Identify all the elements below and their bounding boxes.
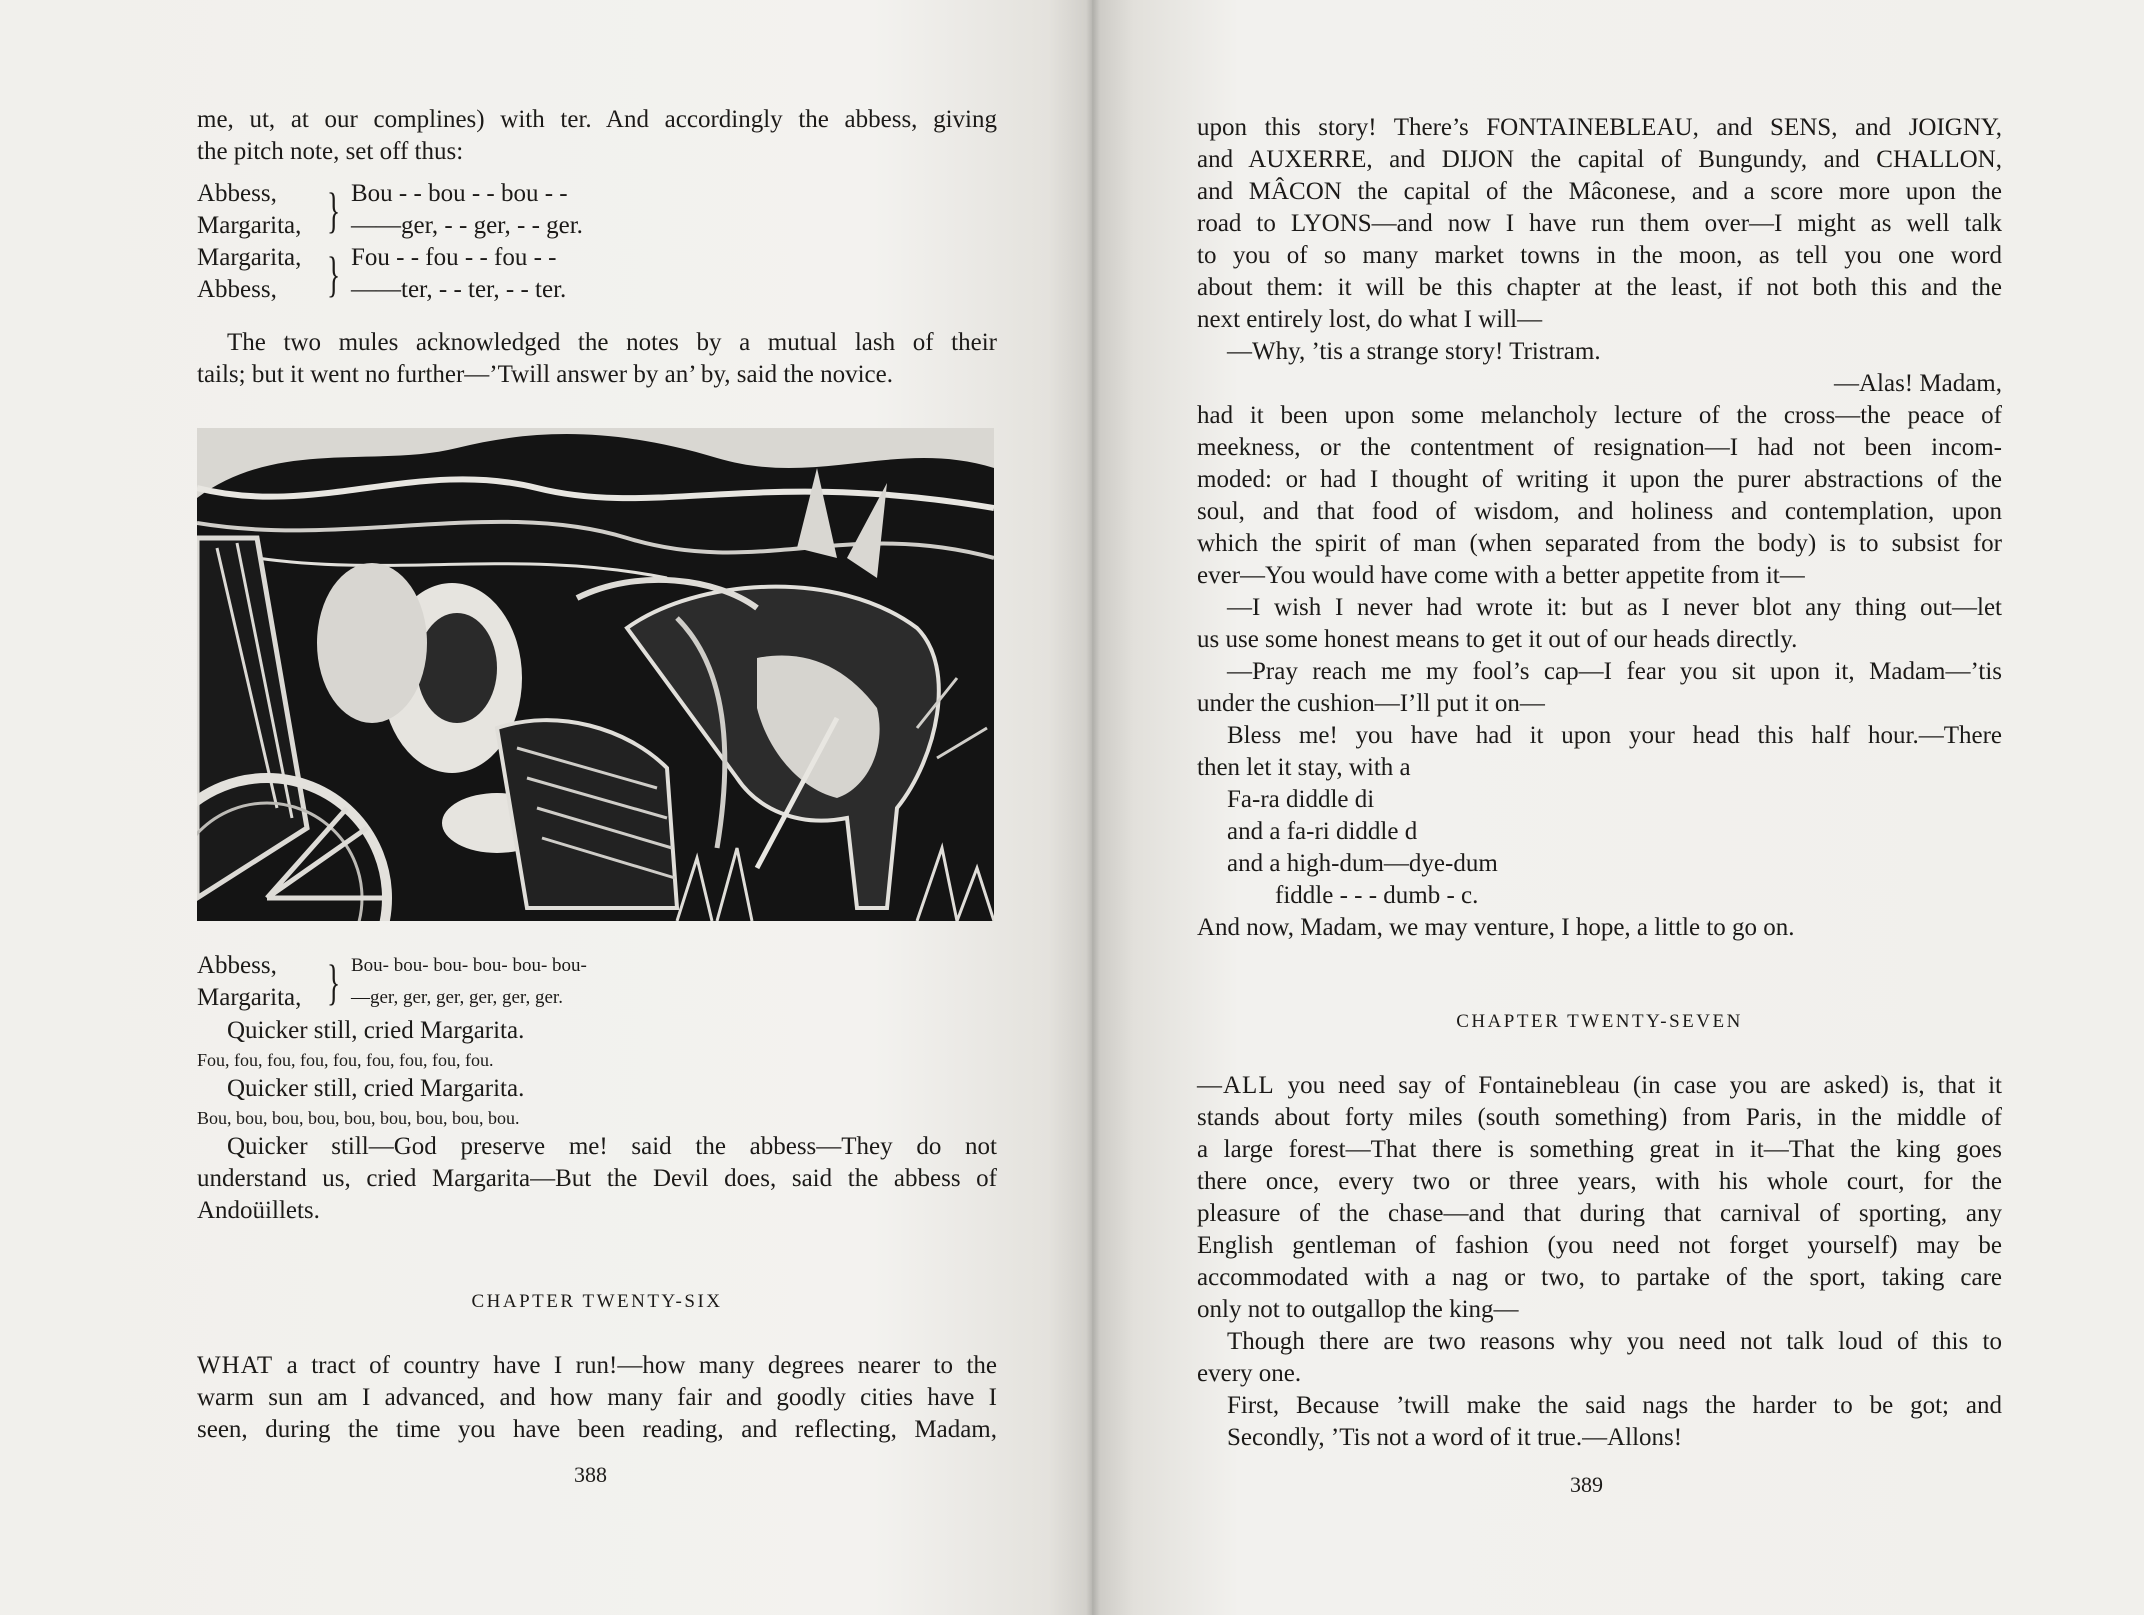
text-line xyxy=(197,1350,997,1382)
text-line: tails; but it went no further—’Twill answer by an’ by, said the novice. xyxy=(197,361,893,388)
song-notes: Bou- bou- bou- bou- bou- bou- xyxy=(351,955,587,976)
text-line: the pitch note, set off thus: xyxy=(197,138,464,165)
text-line: meekness, or the contentment of resignation—I had not been incom- xyxy=(1197,434,2002,461)
left-after-text xyxy=(197,1015,997,1227)
text-line: a large forest—That there is something great in it—That the king goes xyxy=(1197,1136,2002,1163)
singer-name: Margarita, xyxy=(197,984,302,1011)
song-notes: ——ter, - - ter, - - ter. xyxy=(351,276,567,303)
text-line: And now, Madam, we may venture, I hope, a little to go on. xyxy=(1197,914,1795,941)
book-gutter xyxy=(1086,0,1100,1615)
singer-name: Margarita, xyxy=(197,212,302,239)
song-line: and a high-dum—dye-dum xyxy=(1227,850,1498,877)
text-line: stands about forty miles (south something) from Paris, in the middle of xyxy=(1197,1104,2002,1131)
text-line: about them: it will be this chapter at the least, if not both this and the xyxy=(1197,274,2002,301)
text-line: soul, and that food of wisdom, and holiness and contemplation, upon xyxy=(1197,498,2002,525)
lead-word: WHAT xyxy=(197,1352,274,1379)
line-rest: a tract of country have I run!—how many degrees nearer to the xyxy=(273,1352,997,1379)
text-line: Quicker still, cried Margarita. xyxy=(227,1075,525,1102)
text-line: there once, every two or three years, with his whole court, for the xyxy=(1197,1168,2002,1195)
text-line: then let it stay, with a xyxy=(1197,754,1411,781)
text-line: had it been upon some melancholy lecture of the cross—the peace of xyxy=(1197,402,2002,429)
text-line: and AUXERRE, and DIJON the capital of Bungundy, and CHALLON, xyxy=(1197,146,2002,173)
chapter-27-text xyxy=(1197,1070,2002,1454)
text-line: every one. xyxy=(1197,1360,1302,1387)
text-line: only not to outgallop the king— xyxy=(1197,1296,1519,1323)
text-line: upon this story! There’s FONTAINEBLEAU, and SENS, and JOIGNY, xyxy=(1197,114,2002,141)
text-line: and MÂCON the capital of the Mâconese, and a score more upon the xyxy=(1197,178,2002,205)
right-top-text xyxy=(1197,112,2002,336)
text-line: accommodated with a nag or two, to partake of the sport, taking care xyxy=(1197,1264,2002,1291)
song-line: and a fa-ri diddle d xyxy=(1227,818,1418,845)
brace-symbol: } xyxy=(327,182,341,238)
text-line: —I wish I never had wrote it: but as I never blot any thing out—let xyxy=(1227,594,2002,621)
song-line: fiddle - - - dumb - c. xyxy=(1275,882,1479,909)
chapter-heading: CHAPTER TWENTY-SIX xyxy=(471,1291,723,1312)
page-number: 388 xyxy=(574,1462,607,1487)
text-line xyxy=(1197,1070,2002,1102)
left-top-text xyxy=(197,104,997,168)
singer-name: Margarita, xyxy=(197,244,302,271)
text-line: Andoüillets. xyxy=(197,1197,320,1224)
small-text-line: Fou, fou, fou, fou, fou, fou, fou, fou, fou. xyxy=(197,1050,494,1070)
text-line: English gentleman of fashion (you need not forget yourself) may be xyxy=(1197,1232,2002,1259)
text-line: —Alas! Madam, xyxy=(1833,370,2002,397)
text-line: next entirely lost, do what I will— xyxy=(1197,306,1543,333)
song-line: Fa-ra diddle di xyxy=(1227,786,1375,813)
text-line: The two mules acknowledged the notes by a mutual lash of their xyxy=(227,329,997,356)
singer-name: Abbess, xyxy=(197,180,277,207)
text-line: —Why, ’tis a strange story! Tristram. xyxy=(1227,338,1601,365)
text-line: pleasure of the chase—and that during that carnival of sporting, any xyxy=(1197,1200,2002,1227)
text-line: road to LYONS—and now I have run them over—I might as well talk xyxy=(1197,210,2002,237)
song-notes: Bou - - bou - - bou - - xyxy=(351,180,568,207)
song-notes: ——ger, - - ger, - - ger. xyxy=(351,212,583,239)
singer-name: Abbess, xyxy=(197,276,277,303)
right-body-text xyxy=(1197,336,2002,944)
small-text-line: Bou, bou, bou, bou, bou, bou, bou, bou, bou. xyxy=(197,1108,520,1128)
text-line: Secondly, ’Tis not a word of it true.—Allons! xyxy=(1227,1424,1683,1451)
text-line: under the cushion—I’ll put it on— xyxy=(1197,690,1545,717)
chapter-26-text xyxy=(197,1350,997,1446)
text-line: understand us, cried Margarita—But the Devil does, said the abbess of xyxy=(197,1165,997,1192)
chapter-heading: CHAPTER TWENTY-SEVEN xyxy=(1456,1011,1743,1032)
song-stanza xyxy=(197,242,997,306)
singer-name: Abbess, xyxy=(197,952,277,979)
text-line: which the spirit of man (when separated from the body) is to subsist for xyxy=(1197,530,2002,557)
text-line: First, Because ’twill make the said nags the harder to be got; and xyxy=(1227,1392,2002,1419)
text-line: us use some honest means to get it out of our heads directly. xyxy=(1197,626,1798,653)
lead-word: —ALL xyxy=(1197,1072,1275,1099)
song-stanza xyxy=(197,178,997,242)
song-stanza xyxy=(197,950,997,1014)
brace-symbol: } xyxy=(327,954,341,1010)
brace-symbol: } xyxy=(327,246,341,302)
text-line: Quicker still, cried Margarita. xyxy=(227,1017,525,1044)
text-line: seen, during the time you have been reading, and reflecting, Madam, xyxy=(197,1416,997,1443)
woodcut-image xyxy=(197,428,994,921)
text-line: warm sun am I advanced, and how many fair and goodly cities have I xyxy=(197,1384,997,1411)
song-verse-1 xyxy=(197,178,997,306)
text-line: to you of so many market towns in the moon, as tell you one word xyxy=(1197,242,2002,269)
text-line: ever—You would have come with a better appetite from it— xyxy=(1197,562,1805,589)
text-line: Bless me! you have had it upon your head this half hour.—There xyxy=(1227,722,2002,749)
left-mid-text xyxy=(197,327,997,391)
text-line: Quicker still—God preserve me! said the abbess—They do not xyxy=(227,1133,997,1160)
song-notes: —ger, ger, ger, ger, ger, ger. xyxy=(351,987,563,1008)
text-line: —Pray reach me my fool’s cap—I fear you sit upon it, Madam—’tis xyxy=(1227,658,2002,685)
text-line: Though there are two reasons why you need not talk loud of this to xyxy=(1227,1328,2002,1355)
page-number: 389 xyxy=(1570,1472,1603,1497)
chapter-26-heading-block xyxy=(197,1286,997,1318)
song-notes: Fou - - fou - - fou - - xyxy=(351,244,557,271)
text-line: me, ut, at our complines) with ter. And accordingly the abbess, giving xyxy=(197,106,997,133)
woodcut-illustration xyxy=(197,428,994,921)
line-rest: you need say of Fontainebleau (in case you are asked) is, that it xyxy=(1274,1072,2002,1099)
text-line: moded: or had I thought of writing it upon the purer abstractions of the xyxy=(1197,466,2002,493)
song-verse-2 xyxy=(197,950,997,1014)
chapter-27-heading-block xyxy=(1197,1006,2002,1038)
